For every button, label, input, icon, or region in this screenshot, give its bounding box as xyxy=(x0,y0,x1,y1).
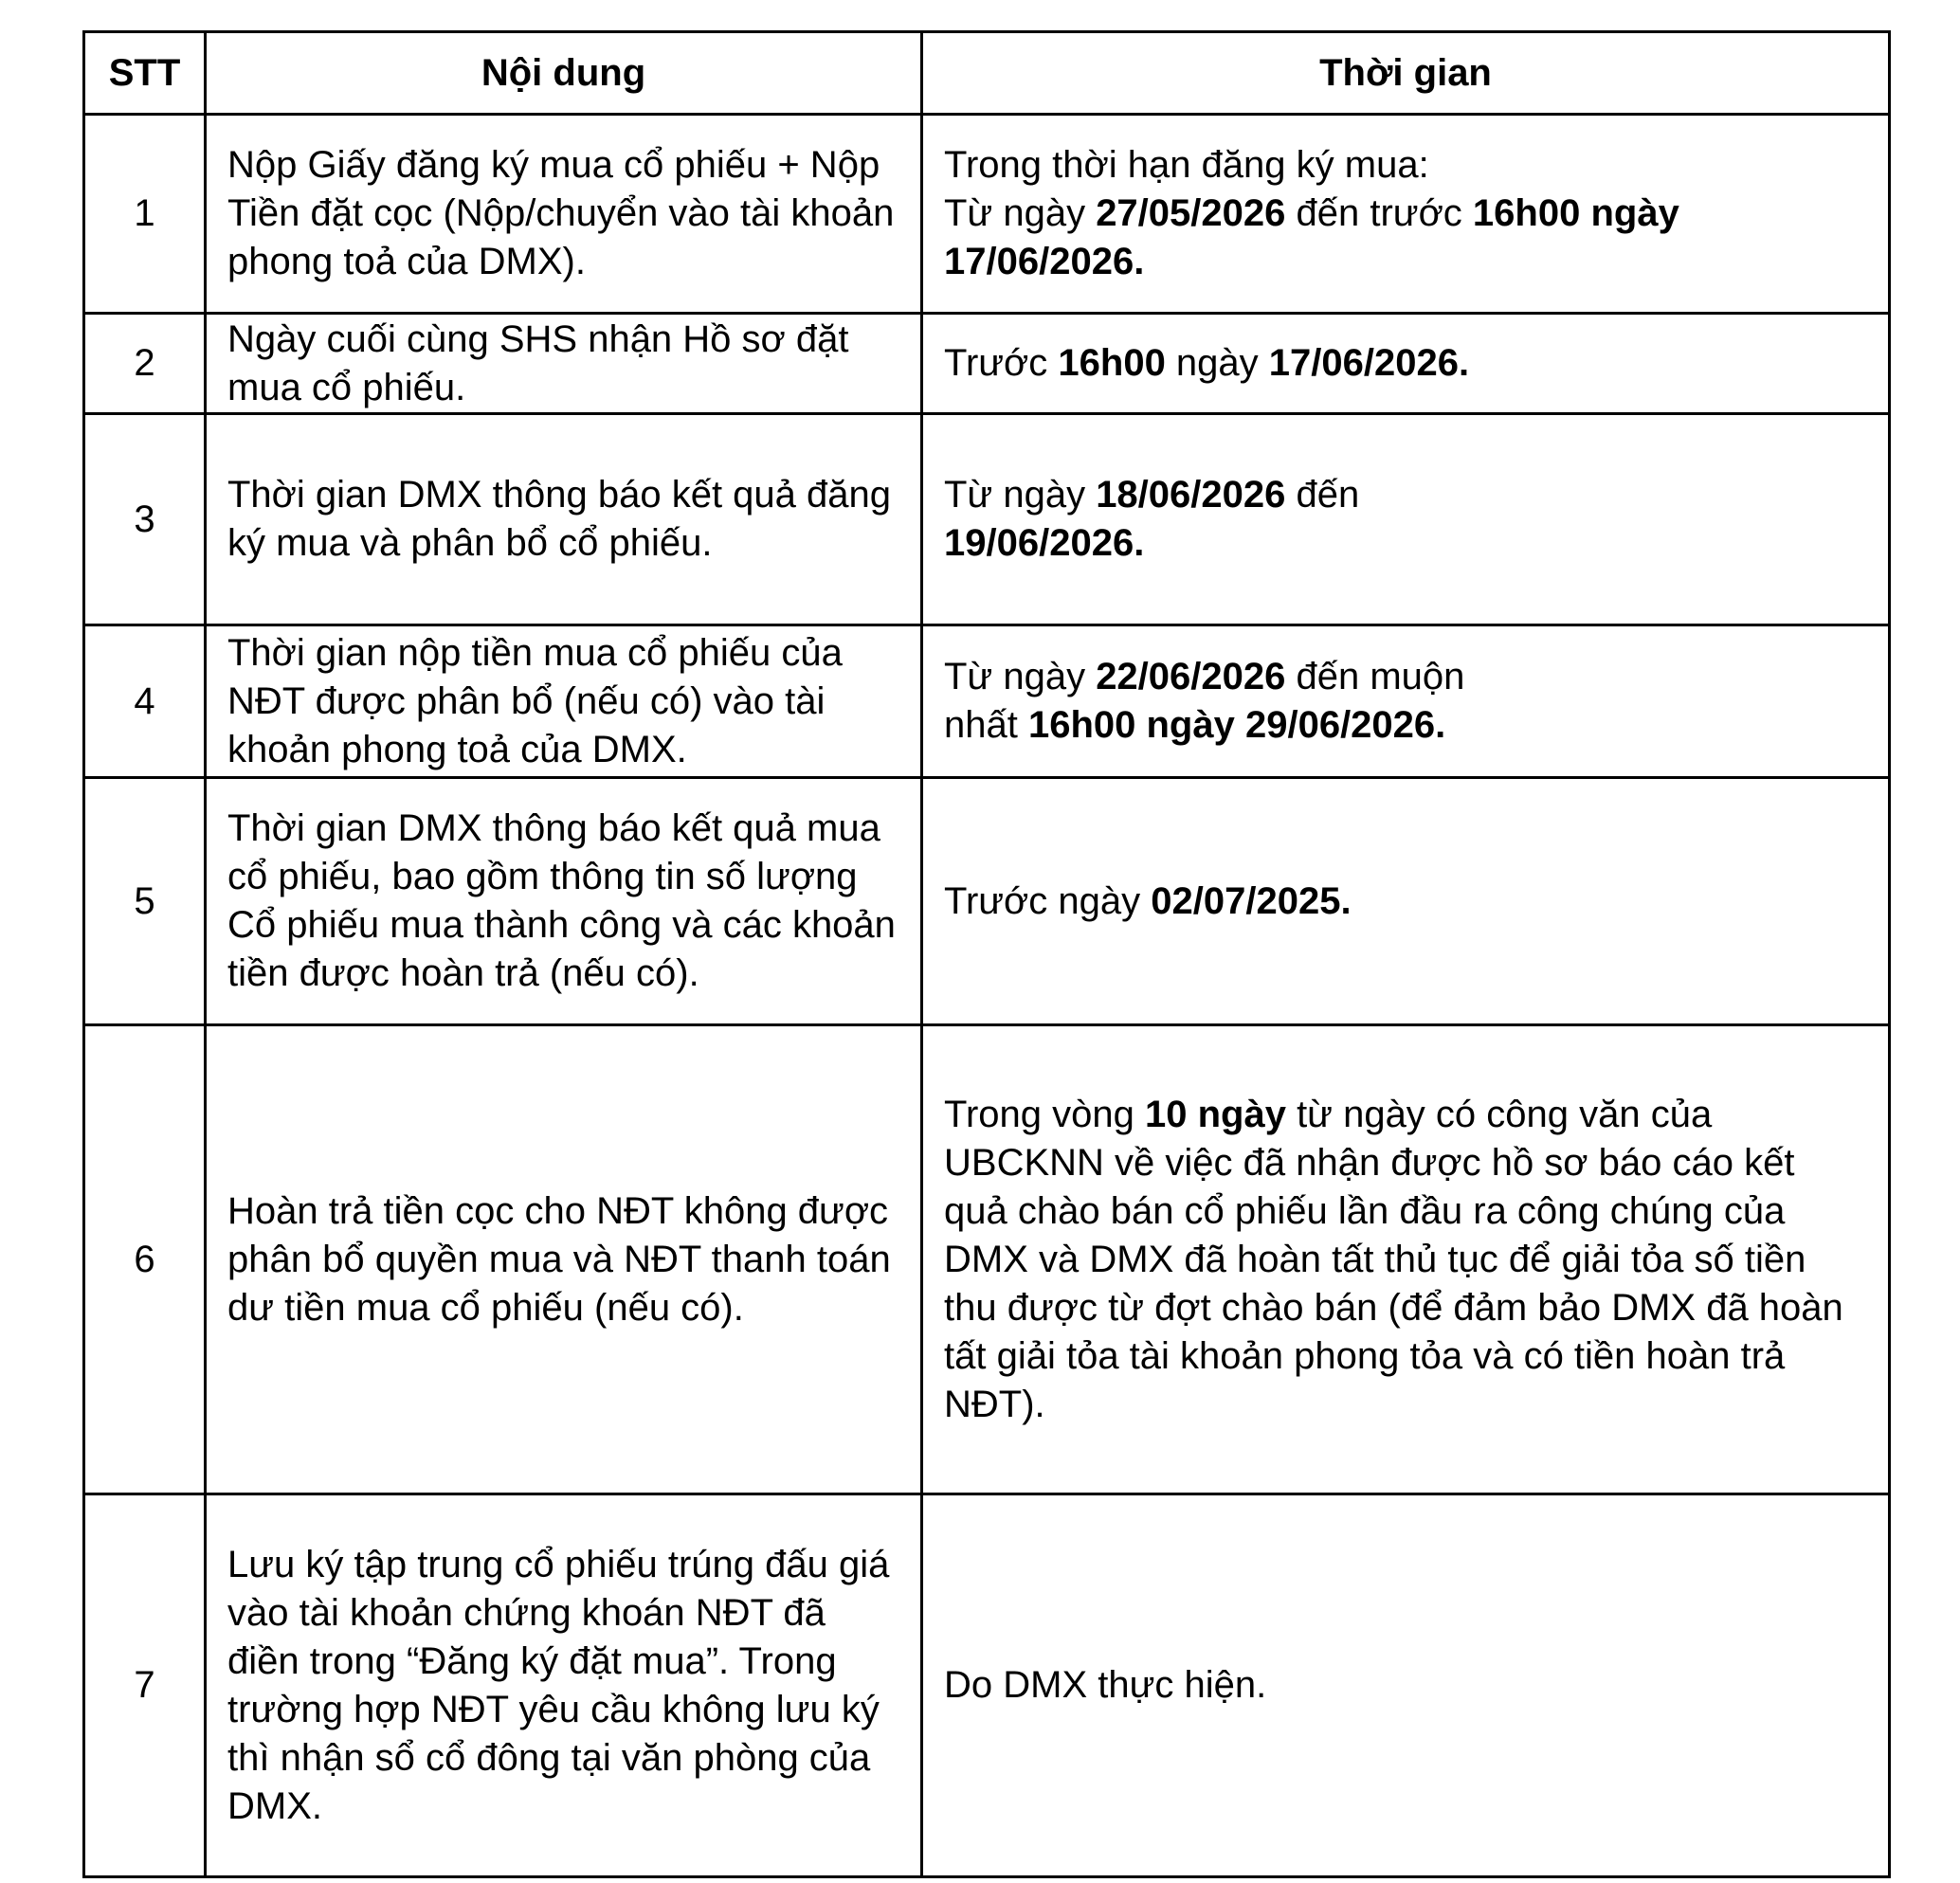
text-segment: đến xyxy=(1285,474,1360,516)
table-row xyxy=(84,115,1890,314)
row-time xyxy=(922,414,1890,625)
bold-segment: 17/06/2026. xyxy=(1268,342,1470,384)
schedule-table xyxy=(82,30,1891,1878)
row-number: 6 xyxy=(84,1025,206,1494)
time-text xyxy=(944,339,1867,388)
text-segment: Trước ngày xyxy=(944,879,1152,922)
time-text xyxy=(944,471,1867,568)
header-content: Nội dung xyxy=(206,32,922,115)
row-time xyxy=(922,1494,1890,1877)
row-content: Lưu ký tập trung cổ phiếu trúng đấu giá vào tài khoản chứng khoán NĐT đã điền trong “Đăng ký đặt mua”. Trong trường hợp NĐT yêu cầu không lưu ký thì nhận sổ cổ đông tại văn phòng của DMX. xyxy=(206,1494,922,1877)
bold-segment: 10 ngày xyxy=(1144,1093,1286,1135)
text-segment: từ ngày có công văn của UBCKNN về việc đã nhận được hồ sơ báo cáo kết quả chào bán cổ phiếu lần đầu ra công chúng của DMX và DMX đã hoàn tất thủ tục để giải tỏa số tiền thu được từ đợt chào bán (để đảm bảo DMX đã hoàn tất giải tỏa tài khoản phong tỏa và có tiền hoàn trả NĐT). xyxy=(944,1093,1843,1425)
row-content: Ngày cuối cùng SHS nhận Hồ sơ đặt mua cổ phiếu. xyxy=(206,314,922,414)
row-content: Hoàn trả tiền cọc cho NĐT không được phân bổ quyền mua và NĐT thanh toán dư tiền mua cổ phiếu (nếu có). xyxy=(206,1025,922,1494)
row-number: 3 xyxy=(84,414,206,625)
text-segment: Từ ngày xyxy=(944,192,1097,234)
table-row xyxy=(84,414,1890,625)
bold-segment: 16h00 xyxy=(1058,342,1166,384)
time-text xyxy=(944,1661,1867,1710)
header-row xyxy=(84,32,1890,115)
text-segment: Từ ngày xyxy=(944,474,1097,516)
row-time xyxy=(922,1025,1890,1494)
row-number: 7 xyxy=(84,1494,206,1877)
row-content: Thời gian DMX thông báo kết quả mua cổ phiếu, bao gồm thông tin số lượng Cổ phiếu mua thành công và các khoản tiền được hoàn trả (nếu có). xyxy=(206,778,922,1025)
row-content: Nộp Giấy đăng ký mua cổ phiếu + Nộp Tiền đặt cọc (Nộp/chuyển vào tài khoản phong toả của DMX). xyxy=(206,115,922,314)
text-segment: Trước xyxy=(944,342,1059,384)
row-number: 1 xyxy=(84,115,206,314)
time-text xyxy=(944,141,1867,286)
header-stt: STT xyxy=(84,32,206,115)
text-segment: đến trước xyxy=(1285,192,1473,234)
row-content: Thời gian DMX thông báo kết quả đăng ký mua và phân bổ cổ phiếu. xyxy=(206,414,922,625)
table-body xyxy=(84,115,1890,1877)
table-row xyxy=(84,778,1890,1025)
time-text xyxy=(944,878,1867,926)
text-segment: Do DMX thực hiện. xyxy=(944,1664,1267,1706)
text-segment: ngày xyxy=(1165,342,1269,384)
table-row xyxy=(84,314,1890,414)
row-number: 5 xyxy=(84,778,206,1025)
text-segment: Từ ngày xyxy=(944,656,1097,697)
bold-segment: 02/07/2025. xyxy=(1151,879,1352,922)
row-number: 4 xyxy=(84,625,206,778)
row-time xyxy=(922,115,1890,314)
header-time: Thời gian xyxy=(922,32,1890,115)
bold-segment: 16h00 ngày 17/06/2026. xyxy=(944,192,1679,282)
row-number: 2 xyxy=(84,314,206,414)
text-segment: Trong vòng xyxy=(944,1093,1145,1135)
table-row xyxy=(84,625,1890,778)
row-time xyxy=(922,778,1890,1025)
row-time xyxy=(922,314,1890,414)
table-row xyxy=(84,1494,1890,1877)
table-header xyxy=(84,32,1890,115)
time-text xyxy=(944,653,1867,750)
row-content: Thời gian nộp tiền mua cổ phiếu của NĐT được phân bổ (nếu có) vào tài khoản phong toả của DMX. xyxy=(206,625,922,778)
table-row xyxy=(84,1025,1890,1494)
time-text xyxy=(944,1091,1867,1429)
row-time xyxy=(922,625,1890,778)
bold-segment: 27/05/2026 xyxy=(1096,192,1286,234)
bold-segment: 19/06/2026. xyxy=(944,522,1145,564)
bold-segment: 22/06/2026 xyxy=(1096,656,1286,697)
bold-segment: 18/06/2026 xyxy=(1096,474,1286,516)
bold-segment: 16h00 ngày 29/06/2026. xyxy=(1027,704,1446,746)
text-segment: nhất xyxy=(944,704,1028,746)
text-segment: Trong thời hạn đăng ký mua: xyxy=(944,144,1429,186)
text-segment: đến muộn xyxy=(1285,656,1465,697)
